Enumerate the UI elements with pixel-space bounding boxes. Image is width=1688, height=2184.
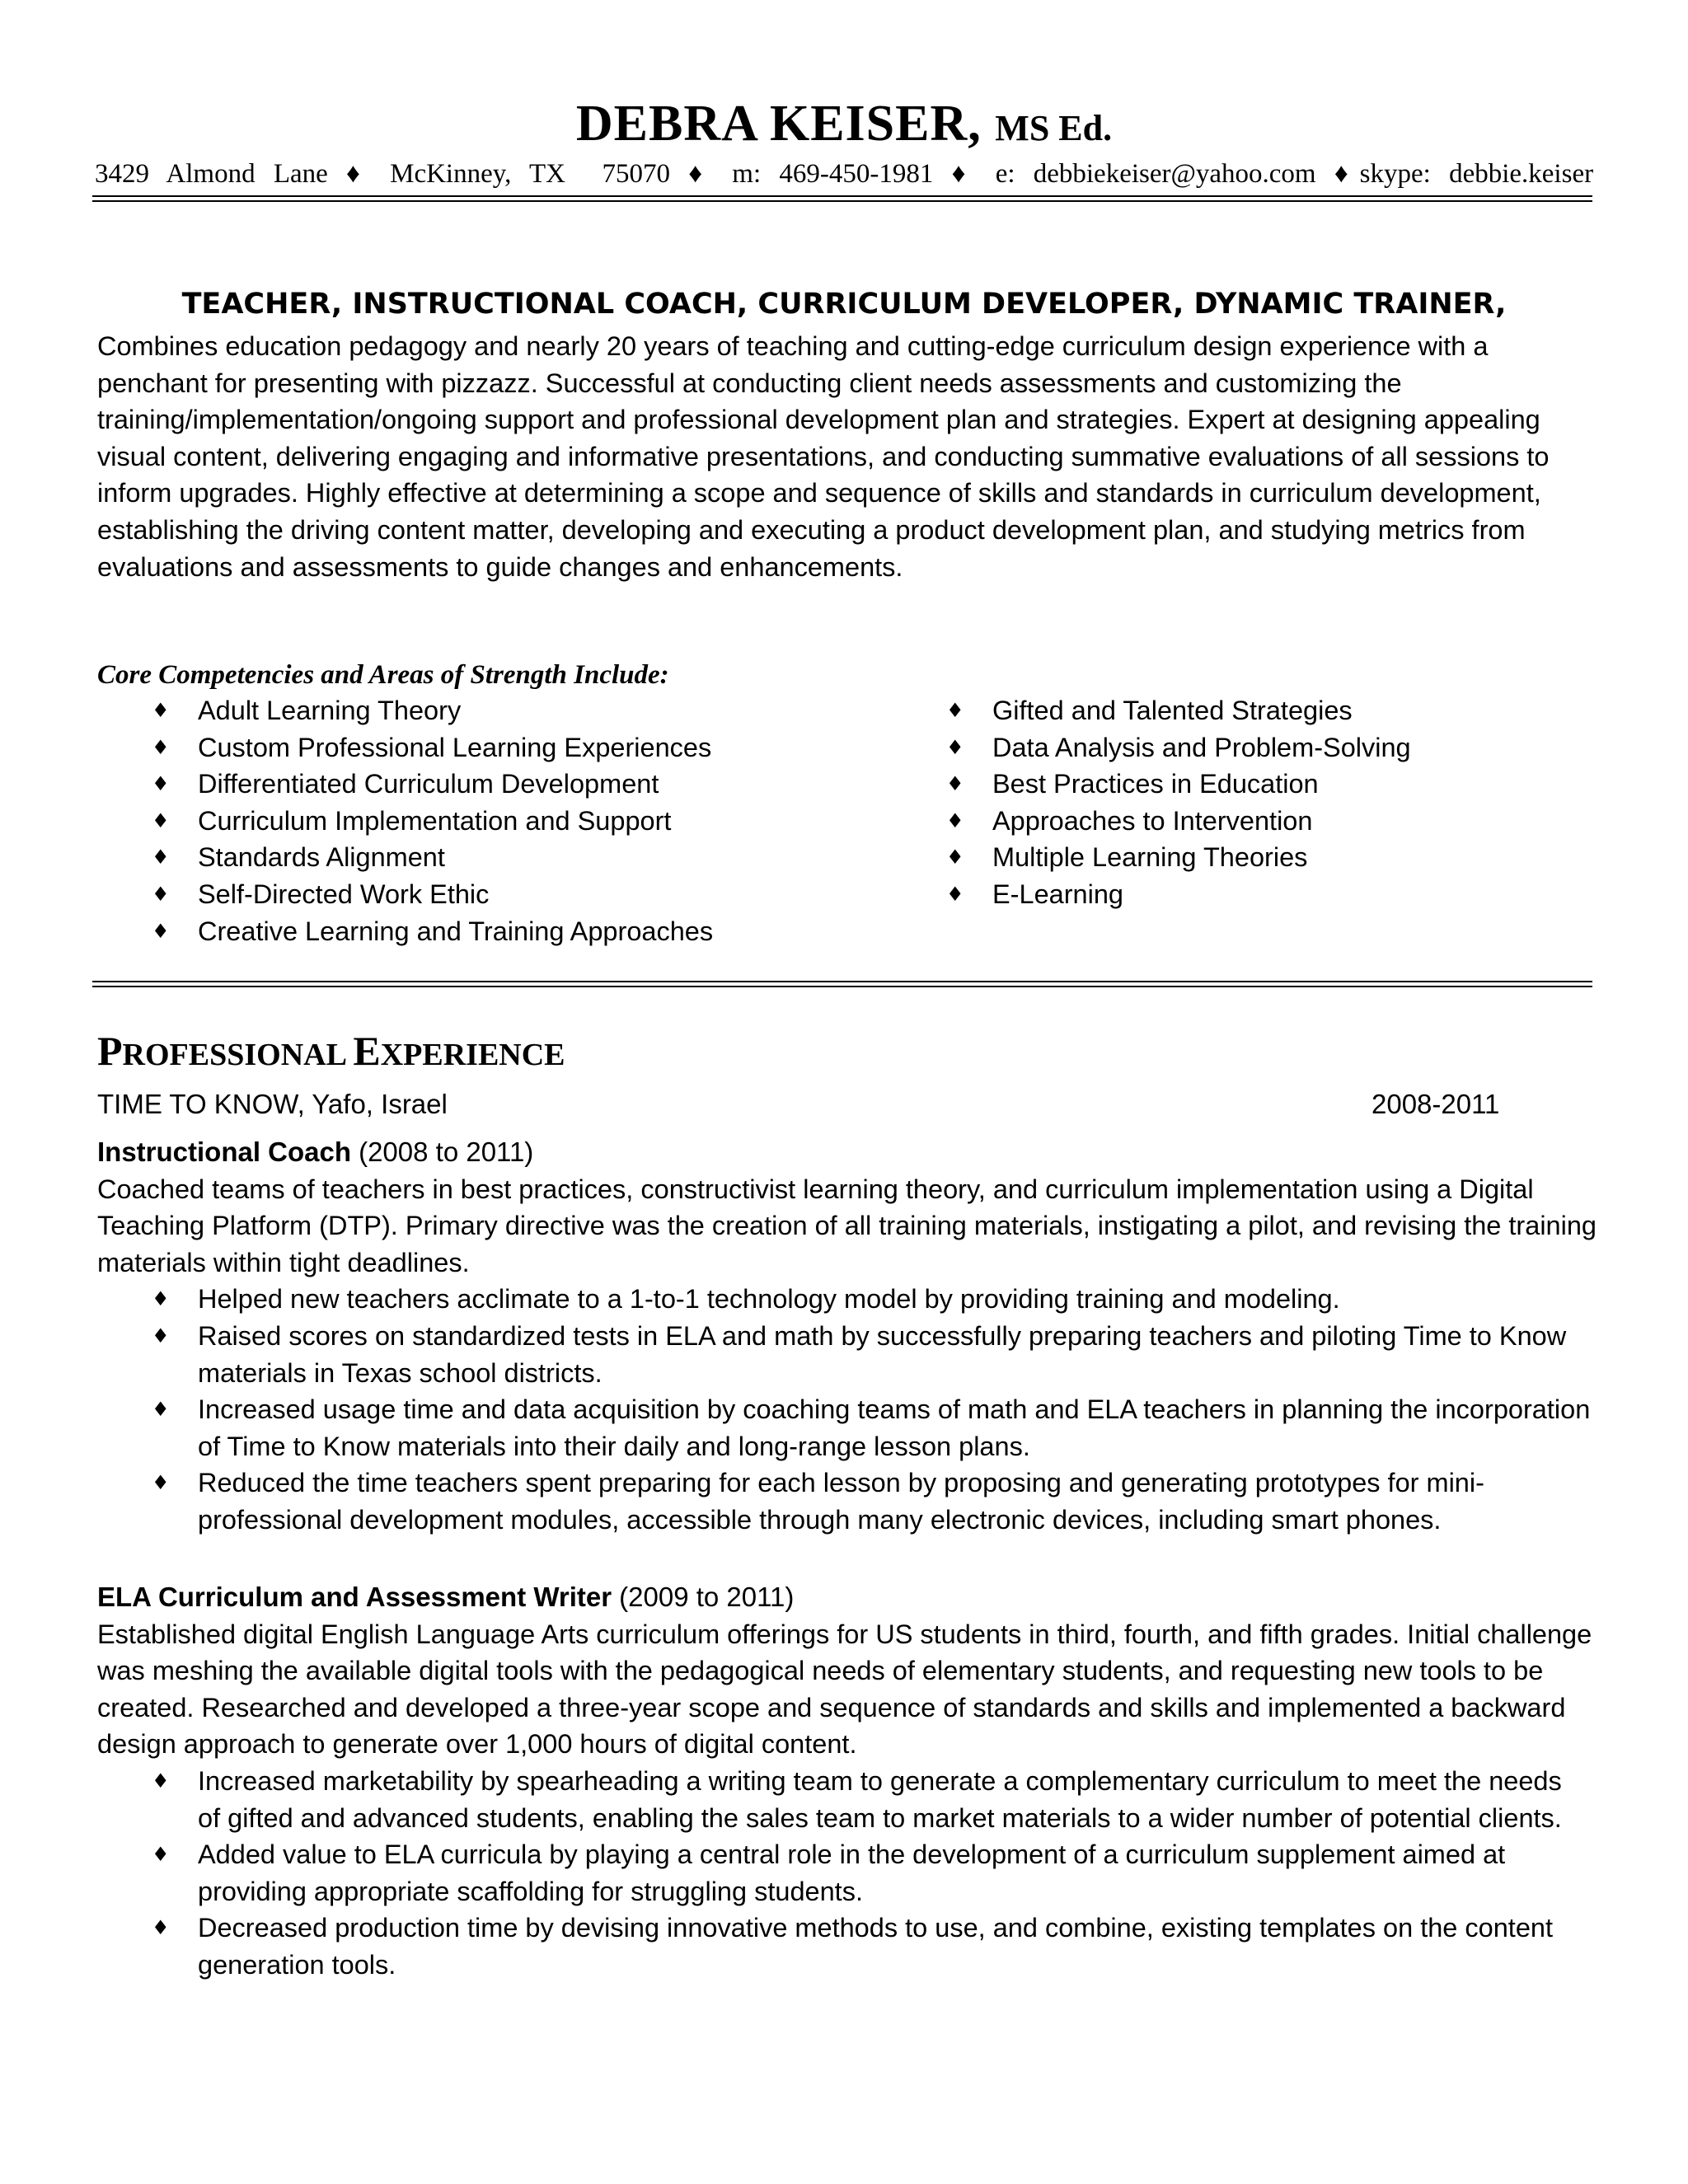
- email-text: e: debbiekeiser@yahoo.com: [995, 159, 1316, 189]
- competency-text: Approaches to Intervention: [992, 805, 1313, 836]
- phone-text: m: 469-450-1981: [732, 159, 934, 189]
- list-item: [892, 876, 1411, 913]
- diamond-bullet-icon: ♦: [152, 1471, 170, 1495]
- skype-text: ♦skype: debbie.keiser: [1334, 159, 1594, 189]
- competencies-heading: Core Competencies and Areas of Strength Include:: [97, 660, 669, 690]
- diamond-bullet-icon: ♦: [946, 735, 964, 759]
- diamond-bullet-icon: ♦: [152, 1287, 170, 1311]
- credential-text: MS Ed.: [995, 108, 1113, 148]
- diamond-bullet-icon: ♦: [946, 772, 964, 796]
- role-dates: (2008 to 2011): [359, 1137, 534, 1167]
- list-item: [892, 803, 1411, 840]
- competency-text: Gifted and Talented Strategies: [992, 696, 1353, 725]
- header-divider-top: [92, 195, 1592, 197]
- list-item: [97, 692, 713, 729]
- city-state-zip: McKinney, TX 75070: [390, 159, 670, 189]
- list-item: [97, 839, 713, 876]
- list-item: [97, 1318, 1597, 1391]
- role-description: Coached teams of teachers in best practices, constructivist learning theory, and curriculum implementation using a Digital Teaching Platform (DTP). Primary directive was the creation of all training materials, instigating a pilot, and revising the training materials within tight deadlines.: [97, 1174, 1597, 1277]
- competency-text: E-Learning: [992, 879, 1123, 909]
- section-divider-top: [92, 981, 1592, 982]
- contact-line: [95, 157, 1593, 191]
- section-title-initial: E: [353, 1028, 381, 1074]
- diamond-bullet-icon: ♦: [152, 1398, 170, 1422]
- diamond-bullet-icon: ♦: [152, 882, 170, 906]
- competency-text: Creative Learning and Training Approaches: [198, 916, 714, 946]
- diamond-icon: ♦: [688, 159, 715, 189]
- list-item: [97, 1281, 1597, 1318]
- employer-dates: 2008-2011: [1372, 1089, 1500, 1119]
- diamond-bullet-icon: ♦: [152, 772, 170, 796]
- role-heading: [97, 1134, 1597, 1171]
- competency-text: Best Practices in Education: [992, 769, 1319, 799]
- diamond-bullet-icon: ♦: [946, 882, 964, 906]
- summary-title: TEACHER, INSTRUCTIONAL COACH, CURRICULUM DEVELOPER, DYNAMIC TRAINER,: [181, 288, 1507, 321]
- list-item: [97, 913, 713, 950]
- section-title-initial: P: [97, 1028, 123, 1074]
- list-item: [97, 803, 713, 840]
- competency-text: Multiple Learning Theories: [992, 842, 1308, 873]
- diamond-bullet-icon: ♦: [152, 1324, 170, 1347]
- diamond-bullet-icon: ♦: [152, 699, 170, 722]
- list-item: [97, 1763, 1597, 1836]
- competency-text: Custom Professional Learning Experiences: [198, 732, 712, 762]
- competency-text: Differentiated Curriculum Development: [198, 769, 659, 799]
- diamond-bullet-icon: ♦: [152, 1843, 170, 1867]
- achievement-text: Increased marketability by spearheading a writing team to generate a complementary curriculum to meet the needs of gifted and advanced students, enabling the sales team to market materials to a wider number of potential clients.: [198, 1765, 1562, 1833]
- competency-text: Data Analysis and Problem-Solving: [992, 732, 1411, 762]
- role-achievements: [97, 1281, 1597, 1538]
- competency-text: Self-Directed Work Ethic: [198, 879, 490, 909]
- name-text: DEBRA KEISER,: [575, 96, 982, 152]
- role-description: Established digital English Language Arts curriculum offerings for US students in third, fourth, and fifth grades. Initial challenge was meshing the available digital tools with the pedagogical needs of elementary students, and requesting new tools to be created. Researched and developed a three-year scope and sequence of standards and skills and implemented a backward design approach to generate over 1,000 hours of digital content.: [97, 1619, 1592, 1760]
- achievement-text: Helped new teachers acclimate to a 1-to-1 technology model by providing training and modeling.: [198, 1284, 1340, 1315]
- role-title: ELA Curriculum and Assessment Writer: [97, 1582, 612, 1612]
- role-title: Instructional Coach: [97, 1137, 352, 1167]
- list-item: [892, 766, 1411, 803]
- diamond-bullet-icon: ♦: [152, 808, 170, 832]
- section-divider-bottom: [92, 986, 1592, 987]
- competencies-right-list: [892, 692, 1411, 913]
- role-achievements: [97, 1763, 1597, 1984]
- achievement-text: Decreased production time by devising innovative methods to use, and combine, existing templates on the content generation tools.: [198, 1913, 1554, 1980]
- list-item: [97, 876, 713, 913]
- role-ela-curriculum-writer: [97, 1579, 1597, 1984]
- role-instructional-coach: [97, 1134, 1597, 1539]
- list-item: [97, 729, 713, 766]
- list-item: [97, 766, 713, 803]
- section-title-rest: ROFESSIONAL: [122, 1038, 354, 1072]
- list-item: [892, 729, 1411, 766]
- diamond-bullet-icon: ♦: [152, 846, 170, 869]
- candidate-name: [0, 92, 1688, 160]
- diamond-icon: ♦: [346, 159, 372, 189]
- header-divider-bottom: [92, 200, 1592, 202]
- section-title-rest: XPERIENCE: [380, 1038, 565, 1072]
- address-text: 3429 Almond Lane: [95, 159, 328, 189]
- competencies-left-list: [97, 692, 713, 949]
- section-title-experience: [97, 1024, 565, 1081]
- diamond-icon: ♦: [951, 159, 978, 189]
- diamond-bullet-icon: ♦: [152, 919, 170, 943]
- role-heading: [97, 1579, 1597, 1616]
- achievement-text: Raised scores on standardized tests in ELA and math by successfully preparing teachers and piloting Time to Know materials in Texas school districts.: [198, 1320, 1567, 1388]
- list-item: [892, 839, 1411, 876]
- employer-name: TIME TO KNOW, Yafo, Israel: [97, 1089, 448, 1119]
- diamond-bullet-icon: ♦: [152, 735, 170, 759]
- diamond-bullet-icon: ♦: [946, 699, 964, 722]
- achievement-text: Added value to ELA curricula by playing a central role in the development of a curriculum supplement aimed at providing appropriate scaffolding for struggling students.: [198, 1840, 1506, 1906]
- summary-paragraph: Combines education pedagogy and nearly 20 years of teaching and cutting-edge curriculum design experience with a penchant for presenting with pizzazz. Successful at conducting client needs assessments and customizing the training/implementation/ongoing support and professional development plan and strategies. Expert at designing appealing visual content, delivering engaging and informative presentations, and conducting summative evaluations of all sessions to inform upgrades. Highly effective at determining a scope and sequence of skills and standards in curriculum development, establishing the driving content matter, developing and executing a product development plan, and studying metrics from evaluations and assessments to guide changes and enhancements.: [97, 331, 1550, 582]
- diamond-bullet-icon: ♦: [946, 846, 964, 869]
- list-item: [97, 1836, 1597, 1910]
- achievement-text: Increased usage time and data acquisition by coaching teams of math and ELA teachers in planning the incorporation of Time to Know materials into their daily and long-range lesson plans.: [198, 1394, 1591, 1461]
- list-item: [97, 1465, 1597, 1538]
- competency-text: Curriculum Implementation and Support: [198, 805, 672, 836]
- diamond-bullet-icon: ♦: [152, 1916, 170, 1940]
- list-item: [97, 1910, 1597, 1983]
- list-item: [97, 1391, 1597, 1465]
- list-item: [892, 692, 1411, 729]
- diamond-bullet-icon: ♦: [152, 1769, 170, 1793]
- diamond-bullet-icon: ♦: [946, 808, 964, 832]
- competency-text: Adult Learning Theory: [198, 696, 462, 725]
- competency-text: Standards Alignment: [198, 842, 445, 873]
- role-dates: (2009 to 2011): [619, 1582, 795, 1612]
- achievement-text: Reduced the time teachers spent preparing for each lesson by proposing and generating prototypes for mini-professional development modules, accessible through many electronic devices, including smart phones.: [198, 1468, 1484, 1535]
